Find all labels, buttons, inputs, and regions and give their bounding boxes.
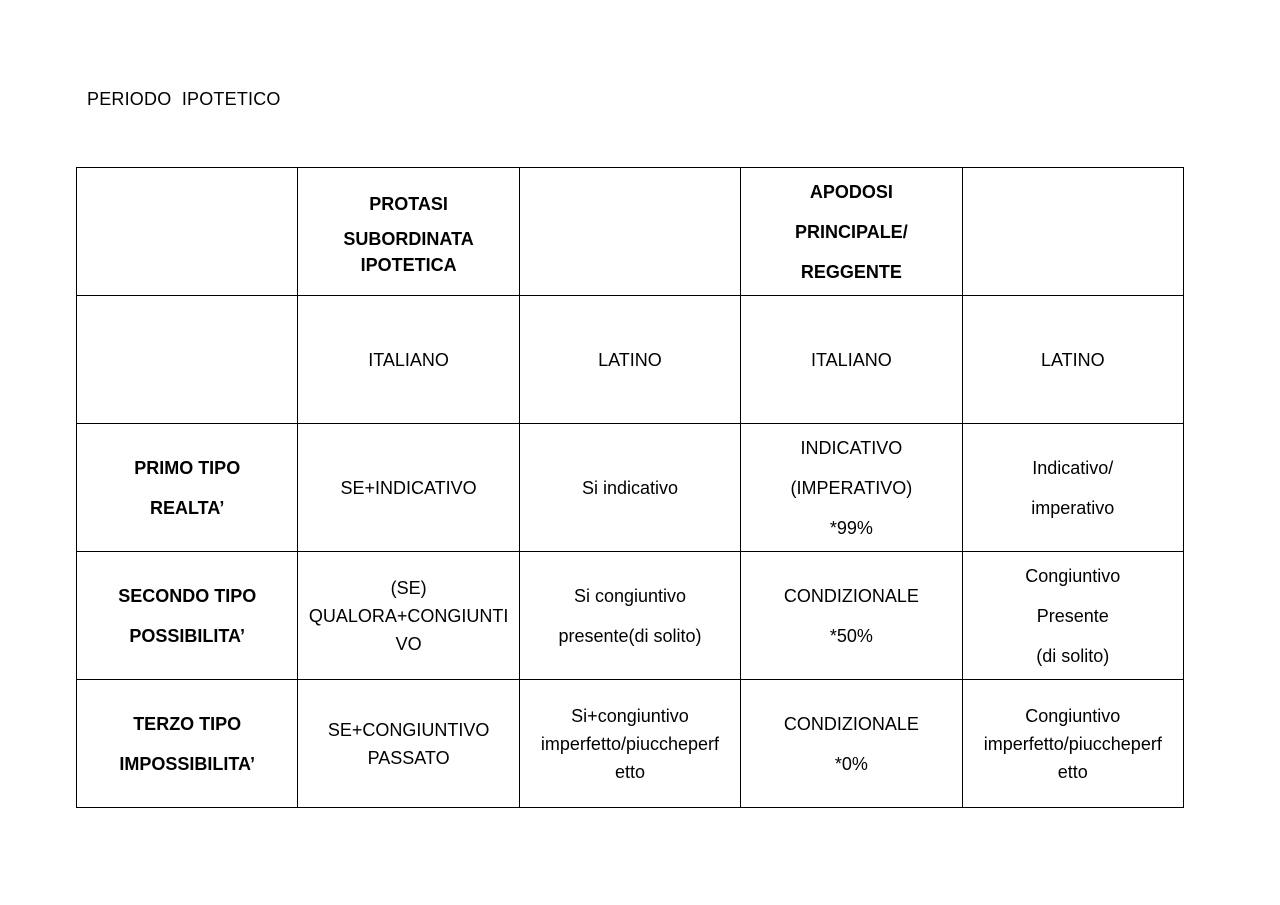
apodosi-it-percent: *0% <box>834 753 868 774</box>
empty-header-cell <box>519 168 740 296</box>
apodosi-lat-line: etto <box>1057 761 1088 782</box>
type-cell <box>77 680 298 808</box>
apodosi-lat-line: Indicativo/ <box>1032 457 1114 478</box>
apodosi-latino-cell <box>962 552 1183 680</box>
protasi-header-cell <box>298 168 519 296</box>
protasi-latino-cell <box>519 552 740 680</box>
protasi-lat-line: etto <box>614 761 645 782</box>
apodosi-italiano-header: ITALIANO <box>741 296 962 424</box>
protasi-it-line: QUALORA+CONGIUNTI <box>308 605 509 626</box>
protasi-lat-line: imperfetto/piuccheperf <box>540 733 720 754</box>
protasi-italiano-header: ITALIANO <box>298 296 519 424</box>
type-cell <box>77 424 298 552</box>
apodosi-it-line: INDICATIVO <box>800 437 903 458</box>
protasi-it-line: PASSATO <box>367 747 450 768</box>
protasi-latino-cell <box>519 680 740 808</box>
apodosi-label: APODOSI <box>809 181 893 202</box>
table-row <box>77 680 1184 808</box>
apodosi-header-cell <box>741 168 962 296</box>
apodosi-it-percent: *50% <box>829 625 873 646</box>
apodosi-it-percent: *99% <box>829 517 873 538</box>
apodosi-latino-cell <box>962 680 1183 808</box>
type-cell <box>77 552 298 680</box>
table-row <box>77 552 1184 680</box>
periodo-ipotetico-table <box>76 167 1184 808</box>
type-description: POSSIBILITA’ <box>129 625 246 646</box>
protasi-lat-line: Si+congiuntivo <box>571 705 689 726</box>
empty-corner-cell <box>77 168 298 296</box>
apodosi-line3: REGGENTE <box>800 261 902 282</box>
apodosi-it-line: CONDIZIONALE <box>783 585 919 606</box>
protasi-label: PROTASI <box>369 193 448 214</box>
protasi-latino-header: LATINO <box>519 296 740 424</box>
empty-language-cell <box>77 296 298 424</box>
type-description: REALTA’ <box>150 497 225 518</box>
apodosi-lat-line: imperativo <box>1031 497 1115 518</box>
table-header-row <box>77 168 1184 296</box>
language-row <box>77 296 1184 424</box>
apodosi-italiano-cell <box>741 552 962 680</box>
apodosi-lat-line: Presente <box>1036 605 1109 626</box>
protasi-it-line: VO <box>395 633 422 654</box>
type-name: PRIMO TIPO <box>134 457 241 478</box>
type-name: TERZO TIPO <box>133 713 242 734</box>
protasi-it-line: (SE) <box>390 577 427 598</box>
empty-header-cell <box>962 168 1183 296</box>
apodosi-italiano-cell <box>741 680 962 808</box>
apodosi-it-line: CONDIZIONALE <box>783 713 919 734</box>
apodosi-line2: PRINCIPALE/ <box>795 221 908 242</box>
apodosi-lat-line: Congiuntivo <box>1025 705 1121 726</box>
document-title: PERIODO IPOTETICO <box>87 89 281 109</box>
type-description: IMPOSSIBILITA’ <box>119 753 256 774</box>
apodosi-it-line: (IMPERATIVO) <box>790 477 913 498</box>
protasi-italiano-cell <box>298 552 519 680</box>
apodosi-lat-line: (di solito) <box>1036 645 1110 666</box>
apodosi-latino-cell <box>962 424 1183 552</box>
protasi-italiano-cell <box>298 680 519 808</box>
protasi-sub-line1: SUBORDINATA <box>343 228 474 249</box>
apodosi-italiano-cell <box>741 424 962 552</box>
protasi-it-line: SE+CONGIUNTIVO <box>327 719 490 740</box>
protasi-lat-line: Si congiuntivo <box>573 585 687 606</box>
table-row <box>77 424 1184 552</box>
type-name: SECONDO TIPO <box>118 585 257 606</box>
protasi-lat-line: presente(di solito) <box>558 625 702 646</box>
protasi-italiano-cell: SE+INDICATIVO <box>298 424 519 552</box>
apodosi-latino-header: LATINO <box>962 296 1183 424</box>
apodosi-lat-line: Congiuntivo <box>1025 565 1121 586</box>
apodosi-lat-line: imperfetto/piuccheperf <box>983 733 1162 754</box>
protasi-latino-cell: Si indicativo <box>519 424 740 552</box>
protasi-sub-line2: IPOTETICA <box>360 254 457 275</box>
